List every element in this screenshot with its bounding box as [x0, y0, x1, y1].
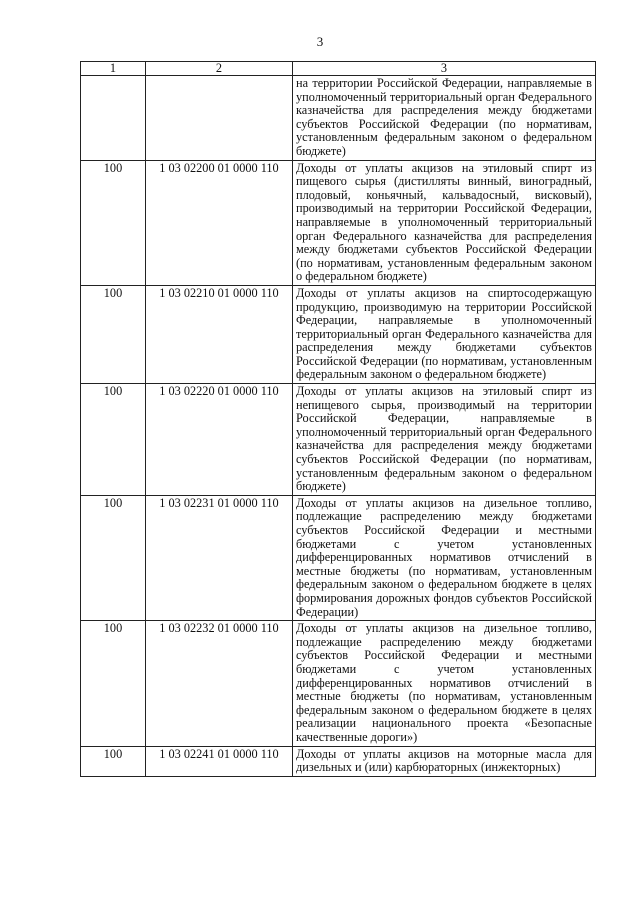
description-cell: на территории Российской Федерации, направляемые в уполномоченный территориальный орган Федерального казначейства для распределения между бюджетами субъектов Российской Федерации (по нормативам, установленным федеральным законом о федеральном бюджете) [293, 76, 596, 161]
description-cell: Доходы от уплаты акцизов на дизельное топливо, подлежащие распределению между бюджетами субъектов Российской Федерации и местными бюджетами с учетом установленных дифференцированных нормативов отчислений в местные бюджеты (по нормативам, установленным федеральным законом о федеральном бюджете в целях реализации национального проекта «Безопасные качественные дороги») [293, 621, 596, 746]
description-cell: Доходы от уплаты акцизов на этиловый спирт из пищевого сырья (дистилляты винный, виноградный, плодовый, коньячный, кальвадосный, висковый), производимый на территории Российской Федерации, направляемые в уполномоченный территориальный орган Федерального казначейства для распределения между бюджетами субъектов Российской Федерации (по нормативам, установленным федеральным законом о федеральном бюджете) [293, 160, 596, 285]
description-cell: Доходы от уплаты акцизов на дизельное топливо, подлежащие распределению между бюджетами субъектов Российской Федерации и местными бюджетами с учетом установленных дифференцированных нормативов отчислений в местные бюджеты (по нормативам, установленным федеральным законом о федеральном бюджете в целях формирования дорожных фондов субъектов Российской Федерации) [293, 495, 596, 620]
table-row [81, 76, 596, 161]
description-cell: Доходы от уплаты акцизов на моторные масла для дизельных и (или) карбюраторных (инжекторных) [293, 746, 596, 776]
header-col-3: 3 [293, 62, 596, 76]
budget-code-cell [146, 76, 293, 161]
admin-code-cell: 100 [81, 160, 146, 285]
budget-code-cell: 1 03 02232 01 0000 110 [146, 621, 293, 746]
admin-code-cell: 100 [81, 495, 146, 620]
admin-code-cell: 100 [81, 285, 146, 383]
budget-code-cell: 1 03 02200 01 0000 110 [146, 160, 293, 285]
description-cell: Доходы от уплаты акцизов на этиловый спирт из непищевого сырья, производимый на территории Российской Федерации, направляемые в уполномоченный территориальный орган Федерального казначейства для распределения между бюджетами субъектов Российской Федерации (по нормативам, установленным федеральным законом о федеральном бюджете) [293, 384, 596, 496]
header-col-2: 2 [146, 62, 293, 76]
table-row [81, 285, 596, 383]
admin-code-cell: 100 [81, 746, 146, 776]
admin-code-cell: 100 [81, 384, 146, 496]
budget-code-cell: 1 03 02231 01 0000 110 [146, 495, 293, 620]
income-codes-table [80, 61, 596, 777]
budget-code-cell: 1 03 02220 01 0000 110 [146, 384, 293, 496]
table-row [81, 621, 596, 746]
header-col-1: 1 [81, 62, 146, 76]
table-header-row [81, 62, 596, 76]
budget-code-cell: 1 03 02241 01 0000 110 [146, 746, 293, 776]
page-number: 3 [316, 34, 324, 49]
budget-code-cell: 1 03 02210 01 0000 110 [146, 285, 293, 383]
admin-code-cell [81, 76, 146, 161]
table-row [81, 746, 596, 776]
table-row [81, 495, 596, 620]
admin-code-cell: 100 [81, 621, 146, 746]
table-row [81, 160, 596, 285]
description-cell: Доходы от уплаты акцизов на спиртосодержащую продукцию, производимую на территории Российской Федерации, направляемые в уполномоченный территориальный орган Федерального казначейства для распределения между бюджетами субъектов Российской Федерации (по нормативам, установленным федеральным законом о федеральном бюджете) [293, 285, 596, 383]
table-row [81, 384, 596, 496]
